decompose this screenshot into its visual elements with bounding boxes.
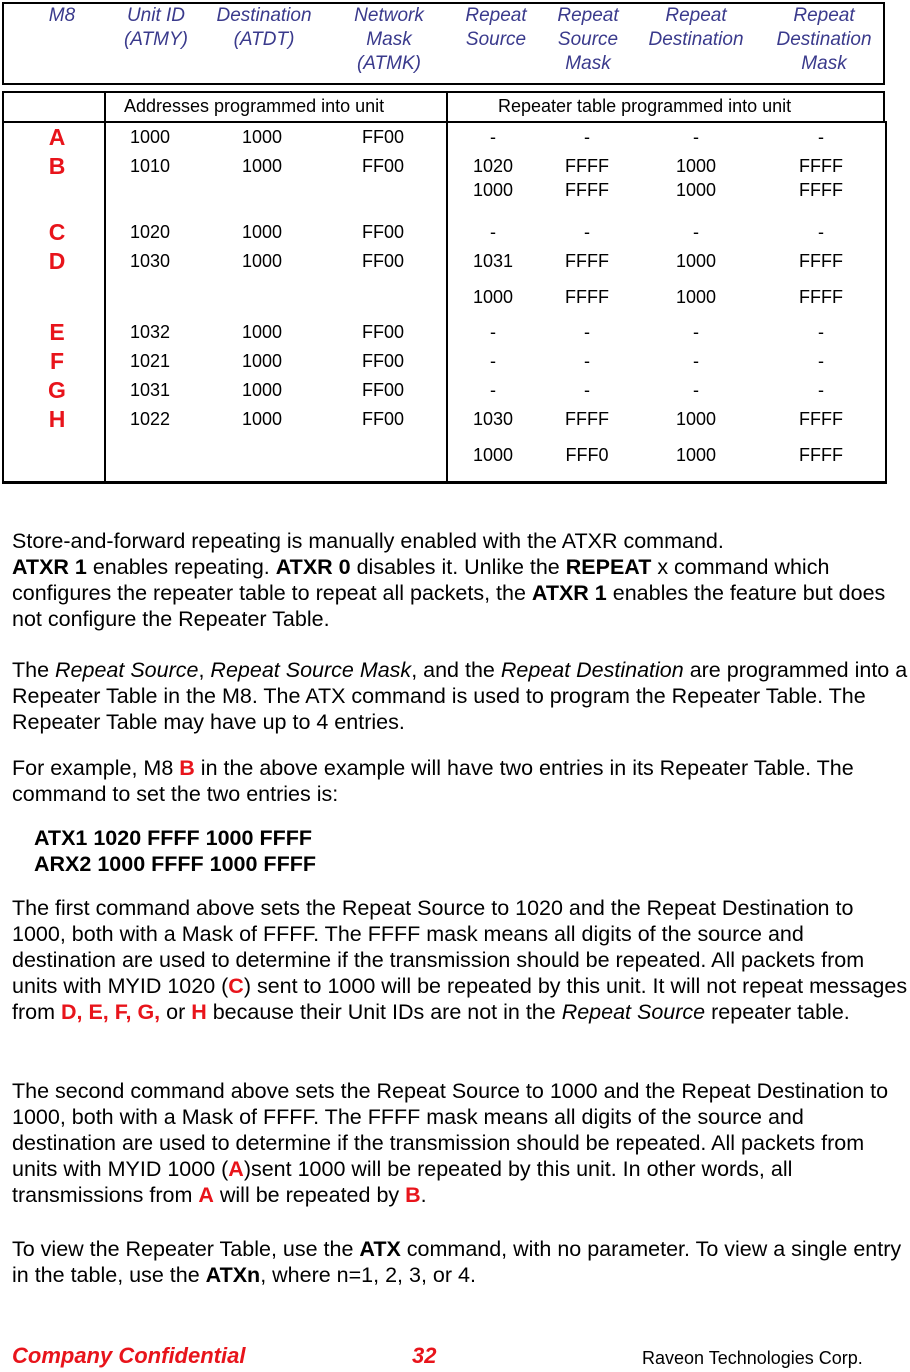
destination-cell: 1000 [242,351,283,371]
destination-cell: 1000 [242,156,283,176]
destination-cell: 1000 [242,222,283,242]
network-mask-cell: FF00 [362,251,405,271]
table-row [0,248,910,274]
unit-id-cell: 1020 [130,222,171,242]
m8-letter: E [49,319,65,345]
table-row [0,219,910,245]
repeat-destination-mask-cell: FFFF [799,445,843,465]
repeat-source-mask-cell: FFF0 [565,445,609,465]
footer-company: Raveon Technologies Corp. [642,1348,863,1368]
repeat-source-mask-cell: FFFF [565,180,609,200]
repeater-table [0,0,910,490]
header-m8: M8 [48,5,76,26]
repeat-source-cell: - [490,322,496,342]
repeat-destination-cell: - [693,322,699,342]
repeat-destination-cell: 1000 [675,409,717,429]
command-1: ATX1 1020 FFFF 1000 FFFF [34,826,312,850]
repeat-destination-cell: 1000 [675,287,717,307]
m8-letter: D [48,248,66,274]
table-row [0,377,910,403]
group-header-repeater: Repeater table programmed into unit [498,96,792,116]
destination-cell: 1000 [242,127,283,147]
repeat-source-cell: 1000 [472,180,514,200]
repeat-source-cell: - [490,127,496,147]
page-number: 32 [412,1343,437,1368]
destination-cell: 1000 [242,380,283,400]
repeat-destination-cell: - [693,222,699,242]
repeat-destination-cell: 1000 [675,156,717,176]
paragraph-second-command: The second command above sets the Repeat Source to 1000 and the Repeat Destination to 1000, both with a Mask of FFFF. The FFFF mask means all digits of the source and destination are used to determine if the transmission should be repeated. All packets from units with MYID 1000 (A)sent 1000 will be repeated by this unit. In other words, all transmissions from A will be repeated by B. [12,1079,889,1207]
header-repeat-source: Repeat Source [465,5,527,50]
m8-letter: C [48,219,66,245]
repeat-source-cell: 1020 [472,156,514,176]
repeat-source-cell: 1000 [472,287,514,307]
destination-cell: 1000 [242,251,283,271]
network-mask-cell: FF00 [362,156,405,176]
table-row [0,124,910,150]
table-row [0,153,910,179]
group-header-unit: Addresses programmed into unit [124,96,385,116]
network-mask-cell: FF00 [362,380,405,400]
unit-id-cell: 1030 [130,251,171,271]
repeat-source-cell: - [490,351,496,371]
page-footer [0,1342,910,1372]
repeat-source-mask-cell: FFFF [565,409,609,429]
paragraph-view-table: To view the Repeater Table, use the ATX command, with no parameter. To view a single entry in the table, use the ATXn, where n=1, 2, 3, or 4. [12,1237,902,1287]
unit-id-cell: 1021 [130,351,171,371]
repeat-source-cell: - [490,222,496,242]
unit-id-cell: 1000 [130,127,171,147]
header-destination: Destination (ATDT) [216,5,312,50]
network-mask-cell: FF00 [362,409,405,429]
repeat-destination-cell: 1000 [675,180,717,200]
repeat-source-cell: - [490,380,496,400]
network-mask-cell: FF00 [362,127,405,147]
network-mask-cell: FF00 [362,351,405,371]
header-repeat-destination-mask: Repeat Destination Mask [776,5,872,74]
m8-letter: F [49,348,65,374]
repeat-source-cell: 1000 [472,445,514,465]
table-row [0,442,910,468]
unit-id-cell: 1010 [130,156,171,176]
repeat-destination-mask-cell: - [818,127,824,147]
repeat-source-mask-cell: FFFF [565,251,609,271]
network-mask-cell: FF00 [362,322,405,342]
repeat-source-mask-cell: - [584,222,590,242]
repeat-destination-cell: - [693,351,699,371]
table-row [0,177,910,203]
unit-id-cell: 1032 [130,322,171,342]
paragraph-example: For example, M8 B in the above example will have two entries in its Repeater Table. The command to set the two entries is: [12,756,854,806]
repeat-source-mask-cell: FFFF [565,287,609,307]
unit-id-cell: 1022 [130,409,171,429]
paragraph-repeater-table: The Repeat Source, Repeat Source Mask, and the Repeat Destination are programmed into a Repeater Table in the M8. The ATX command is used to program the Repeater Table. The Repeater Table may have up to 4 entries. [12,658,908,734]
repeat-destination-mask-cell: FFFF [799,409,843,429]
destination-cell: 1000 [242,322,283,342]
repeat-source-mask-cell: - [584,380,590,400]
repeat-source-mask-cell: - [584,351,590,371]
repeat-destination-mask-cell: FFFF [799,180,843,200]
destination-cell: 1000 [242,409,283,429]
repeat-destination-mask-cell: FFFF [799,251,843,271]
paragraph-atxr: Store-and-forward repeating is manually enabled with the ATXR command. ATXR 1 enables repeating. ATXR 0 disables it. Unlike the REPEAT x command which configures the repeater table to repeat all packets, the ATXR 1 enables the feature but does not configure the Repeater Table. [12,529,886,631]
repeat-destination-cell: - [693,380,699,400]
repeat-destination-mask-cell: FFFF [799,287,843,307]
repeat-source-cell: 1030 [472,409,514,429]
m8-letter: H [48,406,66,432]
repeat-destination-mask-cell: - [818,322,824,342]
paragraph-first-command: The first command above sets the Repeat Source to 1020 and the Repeat Destination to 1000, both with a Mask of FFFF. The FFFF mask means all digits of the source and destination are used to determine if the transmission should be repeated. All packets from units with MYID 1020 (C) sent to 1000 will be repeated by this unit. It will not repeat messages from D, E, F, G, or H because their Unit IDs are not in the Repeat Source repeater table. [12,896,908,1024]
header-unit-id: Unit ID (ATMY) [123,5,189,50]
header-repeat-destination: Repeat Destination [648,5,744,50]
table-row [0,284,910,310]
m8-letter: B [48,153,66,179]
repeat-destination-mask-cell: FFFF [799,156,843,176]
unit-id-cell: 1031 [130,380,171,400]
repeat-destination-mask-cell: - [818,222,824,242]
repeat-destination-mask-cell: - [818,380,824,400]
table-row [0,348,910,374]
header-repeat-source-mask: Repeat Source Mask [557,5,619,74]
m8-letter: G [48,377,66,403]
repeat-destination-mask-cell: - [818,351,824,371]
network-mask-cell: FF00 [362,222,405,242]
header-network-mask: Network Mask (ATMK) [354,5,424,74]
repeat-source-cell: 1031 [472,251,514,271]
repeat-source-mask-cell: - [584,127,590,147]
table-row [0,319,910,345]
repeat-destination-cell: - [693,127,699,147]
footer-confidential: Company Confidential [12,1343,246,1368]
command-2: ARX2 1000 FFFF 1000 FFFF [34,852,316,876]
repeat-destination-cell: 1000 [675,251,717,271]
repeat-source-mask-cell: FFFF [565,156,609,176]
repeat-source-mask-cell: - [584,322,590,342]
table-row [0,406,910,432]
m8-letter: A [48,124,66,150]
repeat-destination-cell: 1000 [675,445,717,465]
